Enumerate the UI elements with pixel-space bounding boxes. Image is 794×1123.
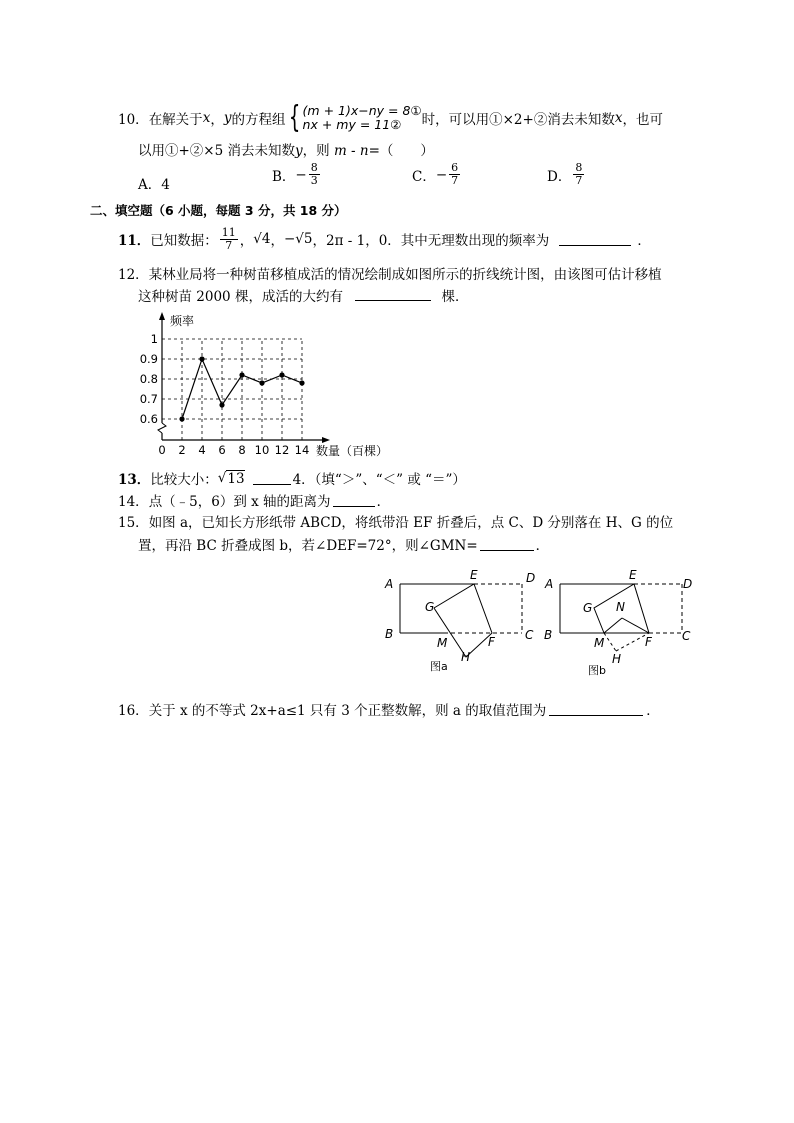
q11-sep: ， [270,233,284,249]
label-E: E [470,568,478,582]
q14-number: 14． [118,494,149,510]
x-tick-label: 2 [178,443,186,457]
x-axis-arrow [322,437,330,443]
y-axis-arrow [159,312,165,320]
q11-answer-blank[interactable] [559,233,631,246]
label-D: D [526,571,536,585]
y-axis-title: 频率 [170,314,195,328]
data-point [279,372,284,377]
data-point [239,372,244,377]
q14-text: 点（﹣5，6）到 x 轴的距离为 [148,494,331,510]
figure-a-caption: 图a [430,660,448,673]
q10-line2-c: =（ ） [368,143,434,159]
figure-b [542,566,702,678]
label-A: A [385,577,394,591]
q10-comma: ， [210,112,224,128]
x-tick-label: 4 [198,443,206,457]
q13-answer-blank[interactable] [253,472,291,485]
q10-expr: m - n [333,143,369,159]
sqrt-symbol: √ [217,470,227,486]
q10-text-c: 时，可以用①×2+②消去未知数 [421,112,615,128]
q11-number: 11． [118,233,151,249]
option-sign: − [295,166,307,183]
label-F: F [488,635,495,649]
q11-rest: 2π - 1，0．其中无理数出现的频率为 [326,233,550,249]
figure-b-caption: 图b [588,664,606,677]
q16-end: ． [646,703,660,719]
label-H: H [461,650,471,664]
option-label: A．4 [138,177,170,193]
q15-line1 [118,511,673,531]
x-tick-label: 6 [218,443,226,457]
q11-fraction: $\frac{11}{7}$ [221,225,236,252]
q14-end: ． [376,494,391,510]
equation-2: nx + my = 11② [302,117,402,132]
q12-line2-b: 棵． [441,289,469,305]
q11-end: ． [637,233,651,249]
label-D: D [683,577,693,591]
q15-line2-a: 置，再沿 BC 折叠成图 b，若∠DEF=72°，则∠GMN= [138,538,478,554]
y-tick-label: 0.8 [140,372,158,386]
label-E: E [629,568,637,582]
equation-system [285,100,422,135]
label-C: C [682,629,691,643]
q10-var-y2: y [295,143,303,159]
label-H: H [612,652,622,666]
q12-text: 某林业局将一种树苗移植成活的情况绘制成如图所示的折线统计图，由该图可估计移植 [148,267,662,283]
x-axis-title: 数量（百棵） [316,444,389,458]
option-fraction: $\frac{8}{3}$ [310,161,318,187]
q16-number: 16． [118,703,149,719]
q12-line1 [118,263,662,283]
q10-var-x2: x [614,110,623,126]
q10-option-b[interactable] [272,162,322,187]
q13-number: 13． [118,472,151,488]
label-M: M [437,636,448,650]
option-fraction: $\frac{6}{7}$ [451,161,459,187]
q10-var-x: x [202,110,211,126]
y-tick-label: 0.7 [140,392,158,406]
x-tick-label: 10 [254,443,270,457]
q10-line2-b: ，则 [302,143,330,159]
q10-line1 [118,100,663,135]
label-G: G [583,601,593,615]
q10-line2 [138,139,434,159]
data-point [259,380,264,385]
q10-line2-a: 以用①+②×5 消去未知数 [138,143,296,159]
option-label: D． [547,168,572,185]
label-B: B [544,628,553,642]
label-F: F [645,635,652,649]
x-tick-label: 0 [158,443,166,457]
label-B: B [385,627,394,641]
q10-option-c[interactable] [412,162,462,187]
section-heading: 二、填空题（6 小题，每题 3 分，共 18 分） [90,203,347,218]
q15-text: 如图 a，已知长方形纸带 ABCD，将纸带沿 EF 折叠后，点 C、D 分别落在 H、G 的位 [148,515,674,531]
q15-line2 [138,534,549,554]
figure-a [382,566,548,678]
data-point [179,416,184,421]
y-tick-label: 0.6 [140,412,158,426]
q10-option-a[interactable] [138,173,170,193]
q15-number: 15． [118,515,149,531]
q10-text-b: 的方程组 [231,112,286,128]
q13 [118,468,466,488]
x-tick-label: 12 [274,443,290,457]
option-label: B． [272,168,296,185]
option-fraction: $\frac{8}{7}$ [575,161,583,187]
q16-answer-blank[interactable] [549,703,643,716]
q11-negsqrt5: −√5 [284,231,313,247]
q12-line2 [138,285,469,305]
q14-answer-blank[interactable] [333,494,375,507]
q11-sqrt4: √4 [253,231,271,247]
q13-text-b: 4．（填“＞”、“＜” 或 “＝”） [292,472,466,488]
q16-text: 关于 x 的不等式 2x+a≤1 只有 3 个正整数解，则 a 的取值范围为 [148,703,547,719]
q16 [118,699,660,719]
equation-1: (m + 1)x−ny = 8① [302,103,422,118]
line-chart [140,312,420,464]
q12-number: 12． [118,267,149,283]
y-axis-break [158,423,166,433]
label-C: C [525,628,534,642]
y-tick-label: 1 [150,332,158,346]
q11-sep: ， [312,233,327,249]
q12-answer-blank[interactable] [355,288,431,301]
q10-number: 10． [118,112,149,128]
q13-radicand: 13 [227,470,245,487]
x-tick-label: 8 [238,443,246,457]
data-point [299,380,304,385]
data-point [219,402,224,407]
q15-line2-b: ． [535,538,550,554]
data-point [199,356,204,361]
y-tick-label: 0.9 [140,352,158,366]
q10-var-y: y [223,110,232,126]
q13-text-a: 比较大小： [150,472,218,488]
label-M: M [594,636,605,650]
label-N: N [616,600,625,614]
left-brace: { [289,100,301,135]
q11-text-a: 已知数据： [150,233,218,249]
label-A: A [545,577,554,591]
q10-text-d: ，也可 [622,112,663,128]
q15-answer-blank[interactable] [480,538,534,551]
q11 [118,222,651,256]
x-tick-label: 14 [294,443,310,457]
q12-line2-a: 这种树苗 2000 棵，成活的大约有 [138,289,343,305]
option-label: C． [412,168,436,185]
q10-option-d[interactable] [547,162,586,187]
q14 [118,490,390,510]
q11-sep: ， [239,233,254,249]
label-G: G [425,600,435,614]
q10-text-a: 在解关于 [148,112,203,128]
option-sign: − [435,166,448,183]
